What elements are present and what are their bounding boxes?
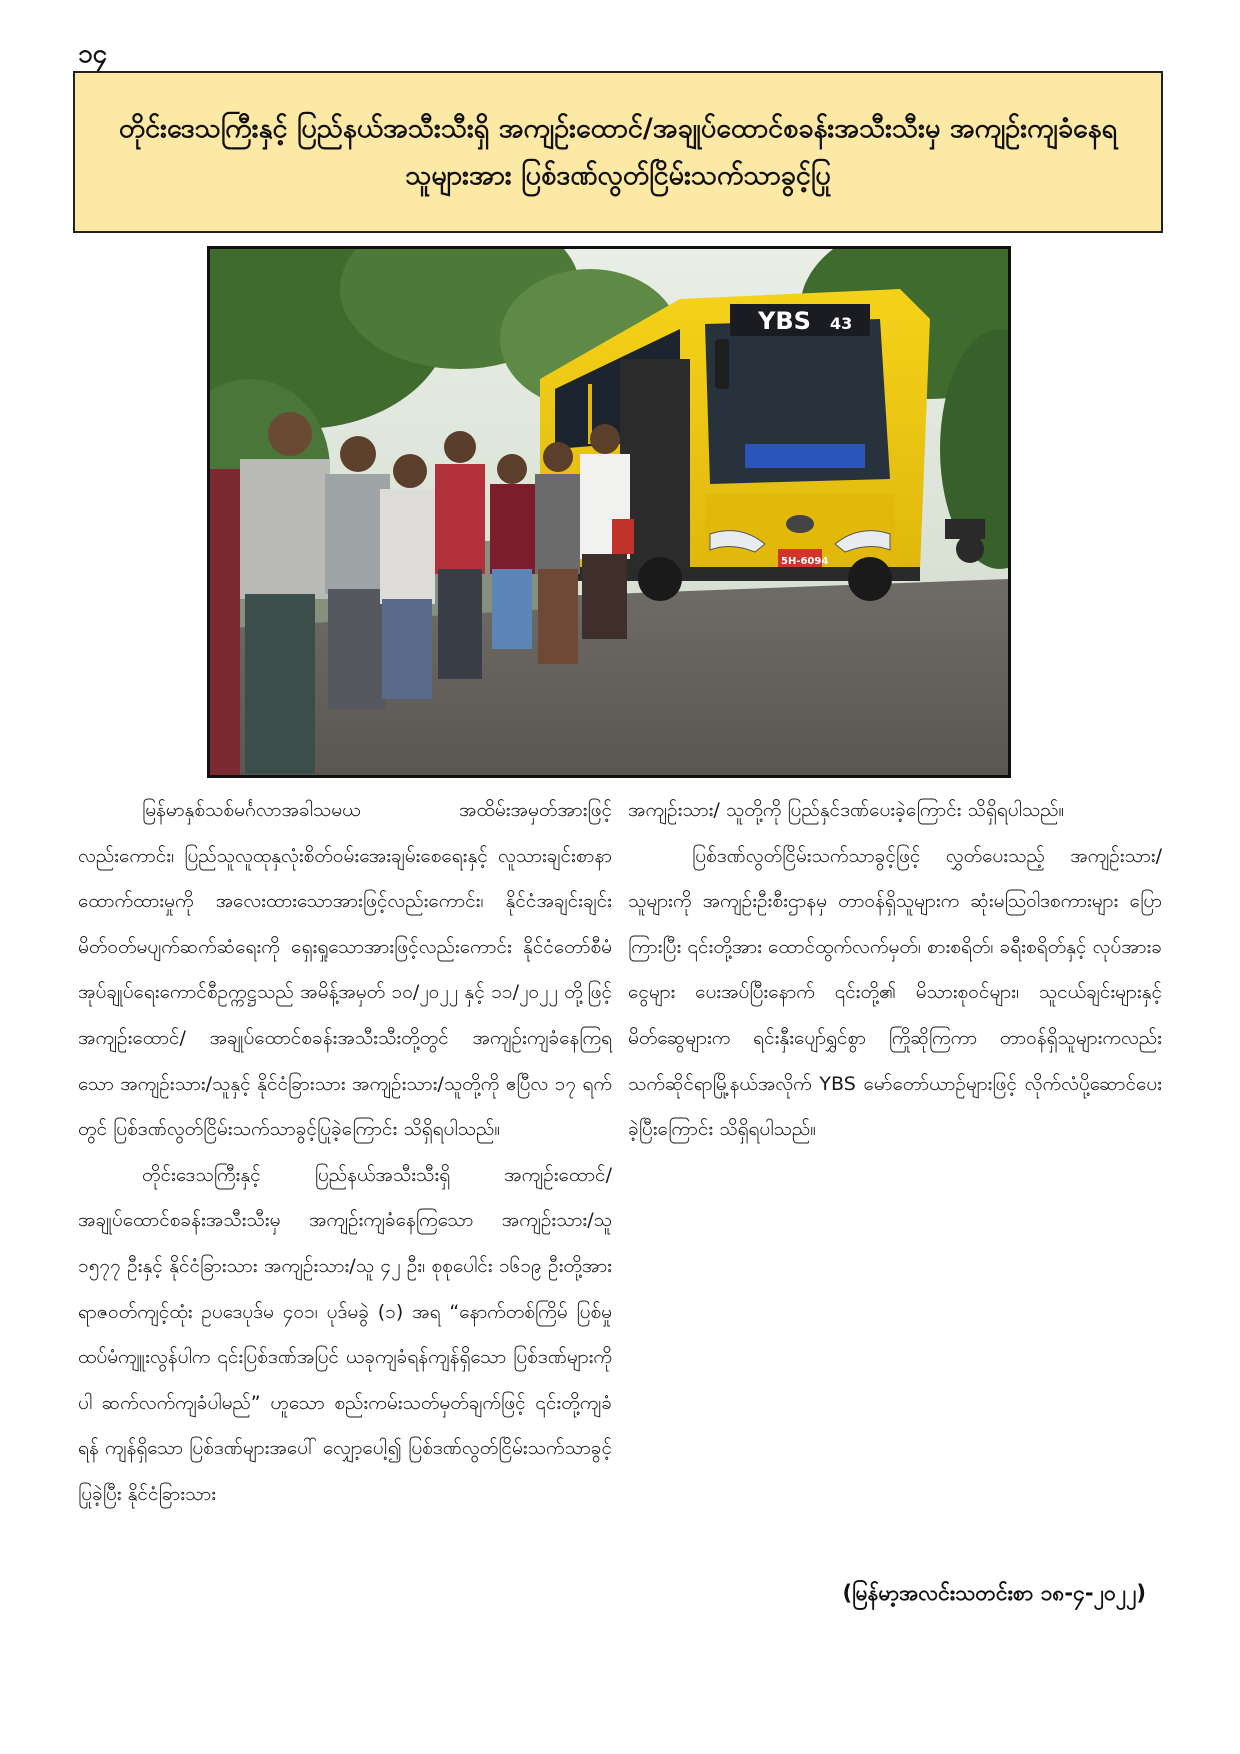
bus-photo-illustration bbox=[210, 249, 1008, 775]
article-paragraph: တိုင်းဒေသကြီးနှင့် ပြည်နယ်အသီးသီးရှိ အကျဉ်းထောင်/ အချုပ်ထောင်စခန်းအသီးသီးမှ အကျဉ်းကျခံနေကြသော အကျဉ်းသား/သူ ၁၅၇၇ ဦးနှင့် နိုင်ငံခြားသား အကျဉ်းသား/သူ ၄၂ ဦး၊ စုစုပေါင်း ၁၆၁၉ ဦးတို့အား ရာဇဝတ်ကျင့်ထုံး ဥပဒေပုဒ်မ ၄၀၁၊ ပုဒ်မခွဲ (၁) အရ “နောက်တစ်ကြိမ် ပြစ်မှုထပ်မံကျူးလွန်ပါက ၎င်းပြစ်ဒဏ်အပြင် ယခုကျခံရန်ကျန်ရှိသော ပြစ်ဒဏ်များကိုပါ ဆက်လက်ကျခံပါမည်” ဟူသော စည်းကမ်းသတ်မှတ်ချက်ဖြင့် ၎င်းတို့ကျခံရန် ကျန်ရှိသော ပြစ်ဒဏ်များအပေါ် လျှော့ပေါ့၍ ပြစ်ဒဏ်လွတ်ငြိမ်းသက်သာခွင့်ပြုခဲ့ပြီး နိုင်ငံခြားသား bbox=[78, 1163, 612, 1505]
bus-route-sign: YBS bbox=[758, 307, 811, 335]
source-credit: (မြန်မာ့အလင်းသတင်းစာ ၁၈-၄-၂၀၂၂) bbox=[842, 1581, 1146, 1605]
article-paragraph-continuation: အကျဉ်းသား/ သူတို့ကို ပြည်နှင်ဒဏ်ပေးခဲ့ကြောင်း သိရှိရပါသည်။ bbox=[628, 799, 1065, 821]
article-paragraph: ပြစ်ဒဏ်လွတ်ငြိမ်းသက်သာခွင့်ဖြင့် လွှတ်ပေးသည့် အကျဉ်းသား/သူများကို အကျဉ်းဦးစီးဌာနမှ တာဝန်ရှိသူများက ဆုံးမသြဝါဒစကားများ ပြောကြားပြီး ၎င်းတို့အား ထောင်ထွက်လက်မှတ်၊ စားစရိတ်၊ ခရီးစရိတ်နှင့် လုပ်အားခငွေများ ပေးအပ်ပြီးနောက် ၎င်းတို့၏ မိသားစုဝင်များ၊ သူငယ်ချင်းများနှင့်မိတ်ဆွေများက ရင်းနှီးပျော်ရွှင်စွာ ကြိုဆိုကြကာ တာဝန်ရှိသူများကလည်း သက်ဆိုင်ရာမြို့နယ်အလိုက် YBS မော်တော်ယာဉ်များဖြင့် လိုက်လံပို့ဆောင်ပေးခဲ့ပြီးကြောင်း သိရှိရပါသည်။ bbox=[628, 844, 1162, 1141]
article-paragraph: မြန်မာနှစ်သစ်မင်္ဂလာအခါသမယ အထိမ်းအမှတ်အားဖြင့်လည်းကောင်း၊ ပြည်သူလူထုနှလုံးစိတ်ဝမ်းအေးချမ်းစေရေးနှင့် လူသားချင်းစာနာထောက်ထားမှုကို အလေးထားသောအားဖြင့်လည်းကောင်း၊ နိုင်ငံအချင်းချင်း မိတ်ဝတ်မပျက်ဆက်ဆံရေးကို ရှေးရှုသောအားဖြင့်လည်းကောင်း နိုင်ငံတော်စီမံအုပ်ချုပ်ရေးကောင်စီဥက္ကဋ္ဌသည် အမိန့်အမှတ် ၁၀/၂၀၂၂ နှင့် ၁၁/၂၀၂၂ တို့ဖြင့် အကျဉ်းထောင်/ အချုပ်ထောင်စခန်းအသီးသီးတို့တွင် အကျဉ်းကျခံနေကြရသော အကျဉ်းသား/သူနှင့် နိုင်ငံခြားသား အကျဉ်းသား/သူတို့ကို ဧပြီလ ၁၇ ရက်တွင် ပြစ်ဒဏ်လွတ်ငြိမ်းသက်သာခွင့်ပြုခဲ့ကြောင်း သိရှိရပါသည်။ bbox=[78, 799, 612, 1141]
headline: တိုင်းဒေသကြီးနှင့် ပြည်နယ်အသီးသီးရှိ အကျဉ်းထောင်/အချုပ်ထောင်စခန်းအသီးသီးမှ အကျဉ်းကျခံနေရသူများအား ပြစ်ဒဏ်လွတ်ငြိမ်းသက်သာခွင့်ပြု bbox=[118, 112, 1118, 191]
news-photo bbox=[207, 246, 1011, 778]
article-right-column bbox=[628, 788, 1162, 1153]
article-left-column bbox=[78, 788, 612, 1518]
bus-plate: 5H-6094 bbox=[781, 556, 829, 567]
page-number: ၁၄ bbox=[78, 39, 108, 69]
bus-route-number: 43 bbox=[830, 314, 853, 333]
headline-box bbox=[73, 71, 1163, 233]
